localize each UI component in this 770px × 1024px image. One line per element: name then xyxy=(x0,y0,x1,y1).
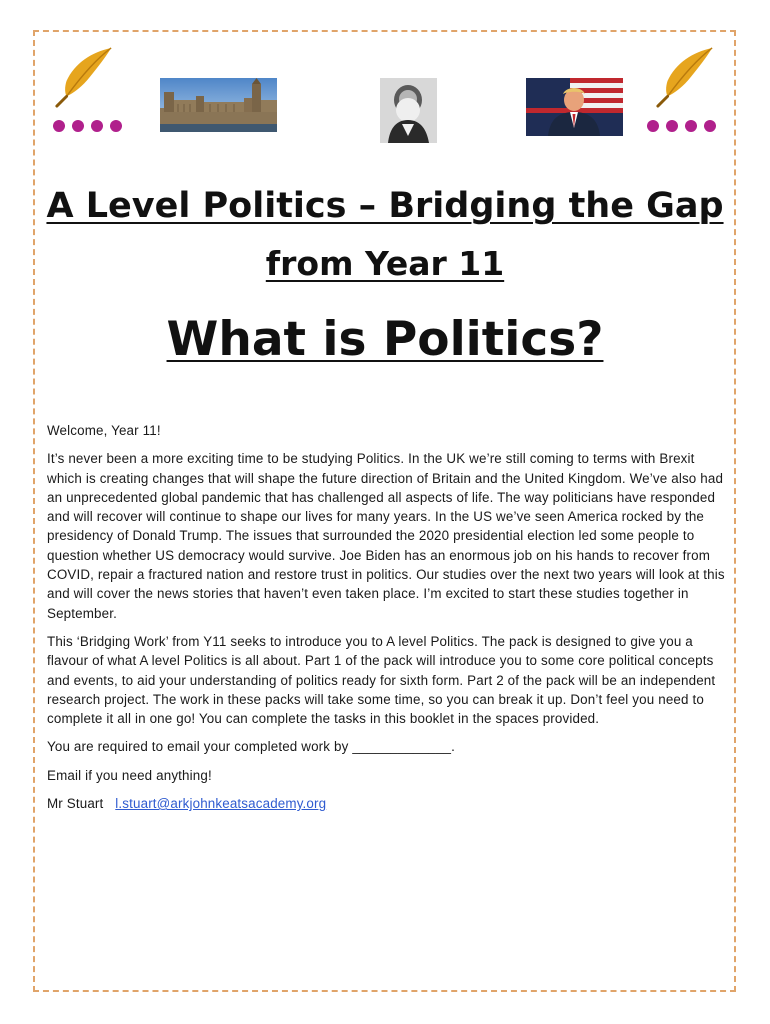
page-heading: What is Politics? xyxy=(166,312,604,367)
signoff-line xyxy=(47,794,727,813)
email-prompt: Email if you need anything! xyxy=(47,767,212,783)
signoff-name: Mr Stuart xyxy=(47,796,104,812)
greeting: Welcome, Year 11! xyxy=(47,423,161,438)
letter-body xyxy=(47,421,727,822)
quill-icon xyxy=(654,46,716,108)
deadline-text: You are required to email your completed work by _____________. xyxy=(47,739,455,755)
header-banner xyxy=(33,38,736,148)
decorative-dots-right xyxy=(647,120,716,132)
bridging-work-paragraph: This ‘Bridging Work’ from Y11 seeks to introduce you to A level Politics. The pack is designed to give you a flavour of what A level Politics is all about. Part 1 of the pack will introduce you to some core political concepts and events, to aid your understanding of politics ready for sixth form. Part 2 of the pack will be an independent research project. The work in these packs will take some time, so you can break it up. Don’t feel you need to complete it all in one go! You can complete the tasks in this booklet in the spaces provided. xyxy=(47,633,716,727)
trump-photo xyxy=(526,78,623,136)
email-link[interactable]: l.stuart@arkjohnkeatsacademy.org xyxy=(115,796,327,812)
intro-paragraph: It’s never been a more exciting time to be studying Politics. In the UK we’re still coming to terms with Brexit which is creating changes that will shape the future direction of Britain and the United Kingdom. We’ve also had an unprecedented global pandemic that has challenged all aspects of life. The way politicians have responded and will recover will continue to shape our lives for many years. In the US we’ve seen America rocked by the presidency of Donald Trump. The issues that surrounded the 2020 presidential election led some people to question whether US democracy would survive. Joe Biden has an enormous job on his hands to recover from COVID, repair a fractured nation and restore trust in politics. Our studies over the next two years will look at this and will cover the news stories that haven’t even taken place. I’m excited to start these studies together in September. xyxy=(47,451,725,621)
main-title: A Level Politics – Bridging the Gap xyxy=(46,186,724,226)
quill-icon xyxy=(53,46,115,108)
decorative-dots-left xyxy=(53,120,122,132)
marx-photo xyxy=(380,78,437,143)
subtitle: from Year 11 xyxy=(265,244,505,283)
parliament-photo xyxy=(160,78,277,132)
